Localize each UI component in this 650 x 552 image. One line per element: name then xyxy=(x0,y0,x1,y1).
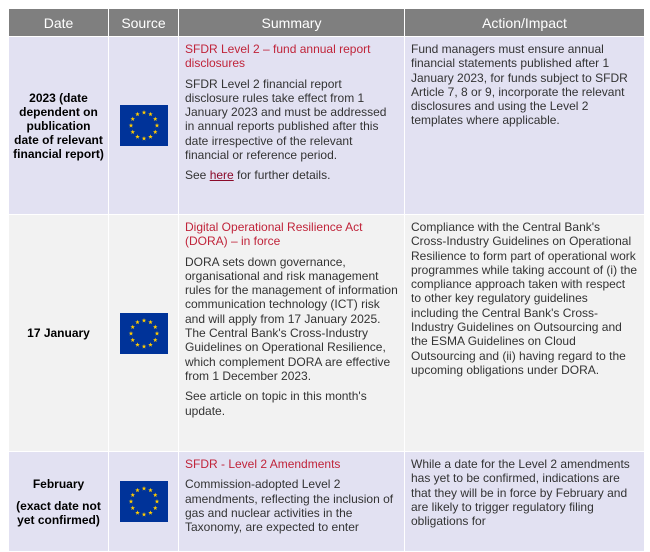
date-cell: 2023 (date dependent on publication date of relevant financial report) xyxy=(9,37,109,215)
date-line: February xyxy=(32,476,85,491)
header-date: Date xyxy=(9,9,109,37)
source-cell xyxy=(109,215,179,452)
header-action-impact: Action/Impact xyxy=(405,9,645,37)
table-row xyxy=(9,215,645,452)
action-cell: Compliance with the Central Bank's Cross-Industry Guidelines on Operational Resilience to form part of operational work programmes while taking account of (i) the compliance approach taken with respect to other key regulatory guidelines including the Central Bank's Cross-Industry Guidelines on Outsourcing and the ESMA Guidelines on Cloud Outsourcing and (ii) having regard to the upcoming obligations under DORA. xyxy=(405,215,645,452)
header-source: Source xyxy=(109,9,179,37)
summary-text: SFDR Level 2 financial report disclosure rules take effect from 1 January 2023 and must be addressed in annual reports published after this date irrespective of the relevant financial or reference period. xyxy=(185,76,387,163)
table-row xyxy=(9,37,645,215)
action-cell xyxy=(405,452,645,552)
summary-title: SFDR - Level 2 Amendments xyxy=(185,457,341,471)
source-cell xyxy=(109,452,179,552)
regulatory-calendar-table xyxy=(8,8,645,552)
summary-cell xyxy=(179,452,405,552)
see-prefix: See xyxy=(185,168,210,183)
eu-flag-icon xyxy=(120,313,168,354)
summary-text: Commission-adopted Level 2 amendments, reflecting the inclusion of gas and nuclear activities in the Taxonomy, are expected to enter xyxy=(185,477,394,535)
summary-title: Digital Operational Resilience Act (DORA) – in force xyxy=(185,220,363,249)
action-text: While a date for the Level 2 amendments has yet to be confirmed, indications are that they will be in force by February and are likely to trigger regulatory filing obligations for xyxy=(411,457,630,529)
summary-see-article: See article on topic in this month's update. xyxy=(185,389,367,418)
eu-flag-icon xyxy=(120,105,168,146)
date-note: (exact date not yet confirmed) xyxy=(16,498,101,527)
summary-title: SFDR Level 2 – fund annual report disclosures xyxy=(185,42,371,71)
date-cell: 17 January xyxy=(9,215,109,452)
summary-cell xyxy=(179,37,405,215)
action-cell: Fund managers must ensure annual financial statements published after 1 January 2023, for funds subject to SFDR Article 7, 8 or 9, incorporate the relevant disclosures and using the Level 2 templates where applicable. xyxy=(405,37,645,215)
source-cell xyxy=(109,37,179,215)
date-cell xyxy=(9,452,109,552)
summary-cell xyxy=(179,215,405,452)
see-suffix: for further details. xyxy=(233,168,331,183)
header-summary: Summary xyxy=(179,9,405,37)
summary-see-more xyxy=(185,168,398,182)
table-header-row xyxy=(9,9,645,37)
here-link[interactable]: here xyxy=(209,168,234,183)
eu-flag-icon xyxy=(120,481,168,522)
summary-text: DORA sets down governance, organisational and risk management rules for the management of information communication technology (ICT) risk and will apply from 17 January 2025. The Central Bank's Cross-Industry Guidelines on Operational Resilience, which complement DORA are effective from 1 December 2023. xyxy=(185,254,398,383)
table-row xyxy=(9,452,645,552)
